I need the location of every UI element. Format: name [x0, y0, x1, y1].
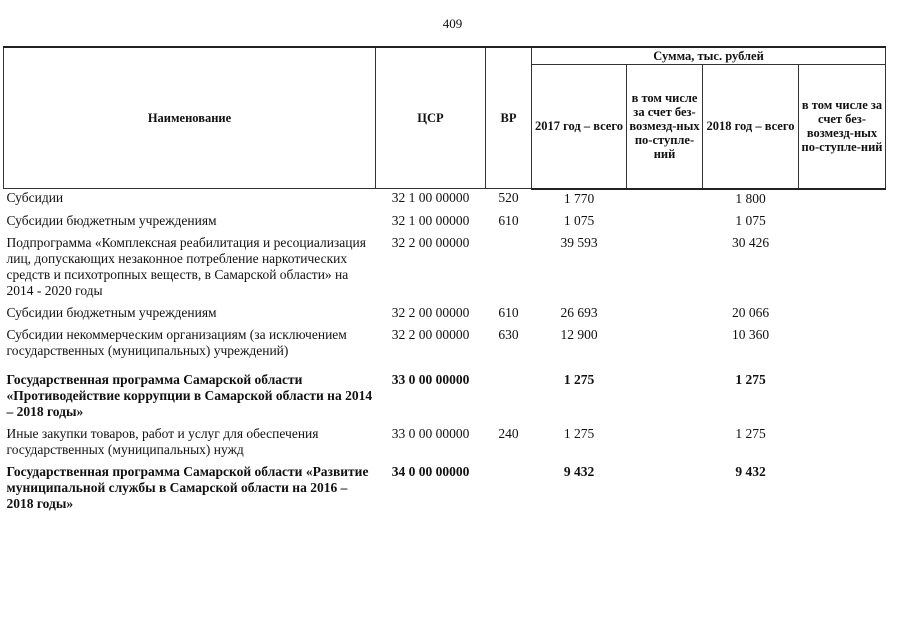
- row-2018-gratuitous: [799, 463, 886, 517]
- row-2017-total: 1 075: [563, 212, 595, 228]
- row-csr: 32 2 00 00000: [391, 304, 470, 320]
- row-2017-total: 9 432: [563, 463, 595, 479]
- row-2018-total: 1 275: [735, 371, 766, 387]
- column-header-2017-gratuitous: в том числе за счет без-возмезд-ных по-ступле-ний: [627, 65, 703, 189]
- table-row: [4, 326, 886, 364]
- row-vr: 610: [498, 304, 519, 320]
- table-row: [4, 212, 886, 234]
- row-2017-total: 1 275: [563, 371, 595, 387]
- row-2017-gratuitous: [627, 364, 703, 425]
- row-2018-gratuitous: [799, 304, 886, 326]
- table-body: [4, 189, 886, 517]
- row-2017-total: 1 770: [563, 190, 595, 206]
- row-2018-total: 1 075: [735, 212, 766, 228]
- row-2018-total: 20 066: [731, 304, 770, 320]
- row-name: Государственная программа Самарской области «Противодействие коррупции в Самарской области на 2014 – 2018 годы»: [6, 371, 373, 419]
- row-2017-total: 26 693: [560, 304, 598, 320]
- budget-table: [3, 46, 886, 517]
- page-number: 409: [442, 16, 463, 31]
- row-name: Субсидии бюджетным учреждениям: [6, 212, 217, 228]
- column-header-2017-total: 2017 год – всего: [532, 65, 627, 189]
- table-row: [4, 189, 886, 212]
- row-vr: [486, 463, 532, 517]
- row-name: Иные закупки товаров, работ и услуг для обеспечения государственных (муниципальных) нужд: [6, 425, 319, 457]
- row-2017-total: 12 900: [560, 326, 598, 342]
- row-csr: 32 1 00 00000: [391, 190, 470, 205]
- table-row: [4, 425, 886, 463]
- row-csr: 32 2 00 00000: [391, 234, 470, 250]
- row-vr: [486, 234, 532, 304]
- row-csr: 32 1 00 00000: [391, 212, 470, 228]
- column-header-name: Наименование: [4, 47, 376, 189]
- row-2018-total: 30 426: [731, 234, 770, 250]
- row-vr: 610: [498, 212, 519, 228]
- table-row: [4, 364, 886, 425]
- column-header-2018-total: 2018 год – всего: [703, 65, 799, 189]
- row-name: Подпрограмма «Комплексная реабилитация и ресоциализация лиц, допускающих незаконное потребление наркотических средств и психотропных веществ, в Самарской области» на 2014 - 2020 годы: [6, 234, 366, 298]
- row-2017-gratuitous: [627, 234, 703, 304]
- row-2017-gratuitous: [627, 189, 703, 212]
- row-name: Субсидии: [6, 190, 64, 205]
- row-vr: 630: [498, 326, 519, 342]
- table-row: [4, 304, 886, 326]
- row-2017-gratuitous: [627, 212, 703, 234]
- row-vr: 520: [498, 190, 519, 205]
- row-name: Субсидии некоммерческим организациям (за исключением государственных (муниципальных) учреждений): [6, 326, 347, 358]
- column-header-csr: ЦСР: [376, 47, 486, 189]
- row-name: Государственная программа Самарской области «Развитие муниципальной службы в Самарской области на 2016 – 2018 годы»: [6, 463, 369, 511]
- row-2018-gratuitous: [799, 234, 886, 304]
- row-vr: 240: [498, 425, 519, 441]
- row-2018-gratuitous: [799, 189, 886, 212]
- row-2018-gratuitous: [799, 425, 886, 463]
- column-header-sum-group: Сумма, тыс. рублей: [532, 47, 886, 65]
- row-2017-gratuitous: [627, 463, 703, 517]
- row-2017-total: 39 593: [560, 234, 598, 250]
- row-2018-total: 9 432: [735, 463, 766, 479]
- row-csr: 33 0 00 00000: [391, 371, 470, 387]
- table-row: [4, 234, 886, 304]
- row-2018-gratuitous: [799, 212, 886, 234]
- row-2017-gratuitous: [627, 326, 703, 364]
- column-header-2018-gratuitous: в том числе за счет без-возмезд-ных по-ступле-ний: [799, 65, 886, 189]
- row-2018-gratuitous: [799, 326, 886, 364]
- row-2017-gratuitous: [627, 425, 703, 463]
- row-2018-total: 1 275: [735, 425, 766, 441]
- row-csr: 32 2 00 00000: [391, 326, 470, 342]
- row-2018-gratuitous: [799, 364, 886, 425]
- row-name: Субсидии бюджетным учреждениям: [6, 304, 217, 320]
- table-row: [4, 463, 886, 517]
- row-csr: 33 0 00 00000: [391, 425, 470, 441]
- column-header-vr: ВР: [486, 47, 532, 189]
- row-vr: [486, 364, 532, 425]
- row-2017-total: 1 275: [563, 425, 595, 441]
- row-2018-total: 1 800: [735, 190, 766, 206]
- row-2018-total: 10 360: [731, 326, 770, 342]
- row-2017-gratuitous: [627, 304, 703, 326]
- table-header: [4, 47, 886, 189]
- row-csr: 34 0 00 00000: [391, 463, 470, 479]
